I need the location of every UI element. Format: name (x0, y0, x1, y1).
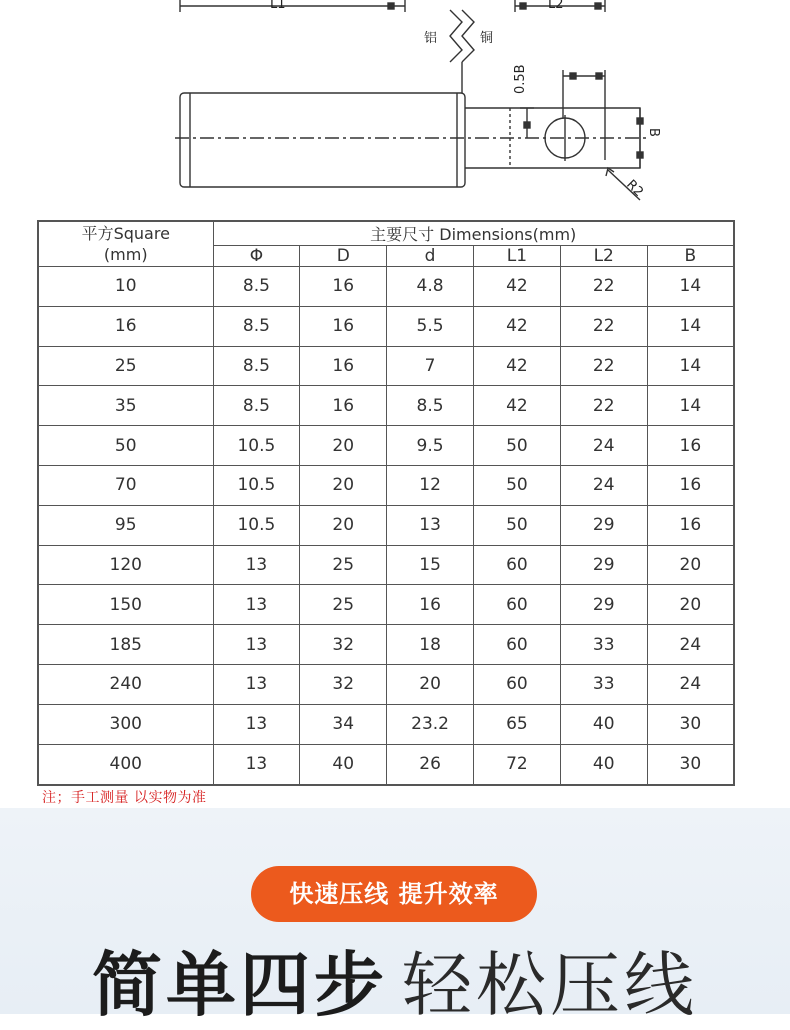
table-row (38, 346, 734, 386)
dimension-cell: 8.5 (213, 306, 300, 346)
dimension-cell: 33 (560, 664, 647, 704)
dimension-cell: 10.5 (213, 426, 300, 466)
column-header: Φ (213, 246, 300, 267)
dimension-cell: 22 (560, 267, 647, 307)
dimension-cell: 34 (300, 704, 387, 744)
dimension-cell: 50 (473, 426, 560, 466)
square-cell: 300 (38, 704, 213, 744)
l1-label: L1 (270, 0, 286, 12)
dimension-cell: 15 (387, 545, 474, 585)
dimension-cell: 13 (213, 744, 300, 785)
dimension-cell: 18 (387, 625, 474, 665)
measurement-note: 注；手工测量 以实物为准 (42, 790, 207, 806)
dimension-cell: 24 (560, 465, 647, 505)
dimension-cell: 13 (213, 704, 300, 744)
square-cell: 16 (38, 306, 213, 346)
dimension-cell: 42 (473, 306, 560, 346)
dimension-cell: 22 (560, 346, 647, 386)
square-cell: 25 (38, 346, 213, 386)
dimension-cell: 60 (473, 625, 560, 665)
dimension-cell: 12 (387, 465, 474, 505)
dimension-cell: 10.5 (213, 465, 300, 505)
dimension-cell: 16 (387, 585, 474, 625)
dimension-cell: 50 (473, 505, 560, 545)
dimension-cell: 16 (647, 505, 734, 545)
dimension-cell: 13 (387, 505, 474, 545)
dimension-cell: 20 (387, 664, 474, 704)
table-row (38, 505, 734, 545)
dimension-cell: 40 (560, 744, 647, 785)
dimension-cell: 8.5 (213, 346, 300, 386)
dimension-cell: 14 (647, 346, 734, 386)
dimension-cell: 14 (647, 386, 734, 426)
dimension-cell: 20 (300, 465, 387, 505)
dimension-cell: 42 (473, 386, 560, 426)
dimension-cell: 20 (647, 545, 734, 585)
square-unit-label: (mm) (103, 245, 148, 264)
dimension-cell: 32 (300, 625, 387, 665)
square-cell: 240 (38, 664, 213, 704)
table-row (38, 664, 734, 704)
dimensions-header: 主要尺寸 Dimensions(mm) (213, 221, 734, 246)
square-cell: 120 (38, 545, 213, 585)
r2-label: R2 (623, 177, 647, 201)
dimension-cell: 60 (473, 545, 560, 585)
headline-light: 轻松压线 (402, 944, 698, 1026)
dimension-cell: 13 (213, 545, 300, 585)
dimension-cell: 72 (473, 744, 560, 785)
column-header: d (387, 246, 474, 267)
dimension-cell: 20 (647, 585, 734, 625)
dimension-cell: 16 (300, 386, 387, 426)
dimension-cell: 40 (560, 704, 647, 744)
dimension-cell: 29 (560, 545, 647, 585)
dimension-cell: 16 (647, 426, 734, 466)
square-header (38, 221, 213, 267)
dimension-cell: 23.2 (387, 704, 474, 744)
dimension-cell: 16 (647, 465, 734, 505)
table-body (38, 267, 734, 786)
headline-bold: 简单四步 (92, 944, 388, 1026)
dimension-cell: 65 (473, 704, 560, 744)
dimension-cell: 7 (387, 346, 474, 386)
square-cell: 10 (38, 267, 213, 307)
column-header: D (300, 246, 387, 267)
l2-label: L2 (548, 0, 564, 12)
dimension-cell: 8.5 (387, 386, 474, 426)
dimension-cell: 13 (213, 664, 300, 704)
dimension-cell: 25 (300, 545, 387, 585)
table-row (38, 386, 734, 426)
dimension-cell: 8.5 (213, 267, 300, 307)
dimension-cell: 32 (300, 664, 387, 704)
square-cell: 150 (38, 585, 213, 625)
square-cell: 35 (38, 386, 213, 426)
terminal-technical-drawing (0, 0, 790, 215)
dimension-cell: 13 (213, 625, 300, 665)
dimension-cell: 42 (473, 346, 560, 386)
column-header: B (647, 246, 734, 267)
square-cell: 50 (38, 426, 213, 466)
dimension-cell: 24 (647, 664, 734, 704)
table-header-row (38, 221, 734, 246)
dimension-cell: 40 (300, 744, 387, 785)
table-row (38, 426, 734, 466)
dimension-cell: 60 (473, 585, 560, 625)
dimension-cell: 29 (560, 585, 647, 625)
half-b-label: 0.5B (513, 64, 528, 94)
b-label: B (646, 128, 661, 137)
table-row (38, 267, 734, 307)
square-cell: 185 (38, 625, 213, 665)
dimension-cell: 24 (560, 426, 647, 466)
column-header: L2 (560, 246, 647, 267)
table-row (38, 306, 734, 346)
table-row (38, 704, 734, 744)
aluminum-label: 铝 (424, 31, 438, 46)
dimension-cell: 22 (560, 306, 647, 346)
dimension-cell: 20 (300, 505, 387, 545)
dimension-cell: 50 (473, 465, 560, 505)
copper-label: 铜 (480, 31, 494, 46)
dimension-cell: 8.5 (213, 386, 300, 426)
dimension-cell: 26 (387, 744, 474, 785)
dimension-cell: 42 (473, 267, 560, 307)
speed-badge: 快速压线 提升效率 (251, 866, 537, 922)
dimension-cell: 14 (647, 267, 734, 307)
dimension-cell: 13 (213, 585, 300, 625)
dimension-cell: 4.8 (387, 267, 474, 307)
table-row (38, 744, 734, 785)
steps-headline (0, 940, 790, 1026)
dimension-cell: 33 (560, 625, 647, 665)
square-cell: 95 (38, 505, 213, 545)
dimension-cell: 29 (560, 505, 647, 545)
dimension-cell: 30 (647, 704, 734, 744)
dimension-cell: 16 (300, 306, 387, 346)
table-row (38, 625, 734, 665)
dimension-cell: 16 (300, 267, 387, 307)
dimension-cell: 30 (647, 744, 734, 785)
dimension-cell: 22 (560, 386, 647, 426)
square-cell: 400 (38, 744, 213, 785)
table-row (38, 545, 734, 585)
dimension-cell: 5.5 (387, 306, 474, 346)
square-header-label: 平方Square (81, 224, 170, 243)
dimension-cell: 25 (300, 585, 387, 625)
square-cell: 70 (38, 465, 213, 505)
dimension-cell: 14 (647, 306, 734, 346)
dimension-cell: 16 (300, 346, 387, 386)
dimension-cell: 10.5 (213, 505, 300, 545)
table-row (38, 465, 734, 505)
column-header: L1 (473, 246, 560, 267)
dimension-cell: 24 (647, 625, 734, 665)
dimension-cell: 9.5 (387, 426, 474, 466)
table-row (38, 585, 734, 625)
dimension-cell: 60 (473, 664, 560, 704)
dimension-cell: 20 (300, 426, 387, 466)
spec-table (37, 220, 735, 786)
